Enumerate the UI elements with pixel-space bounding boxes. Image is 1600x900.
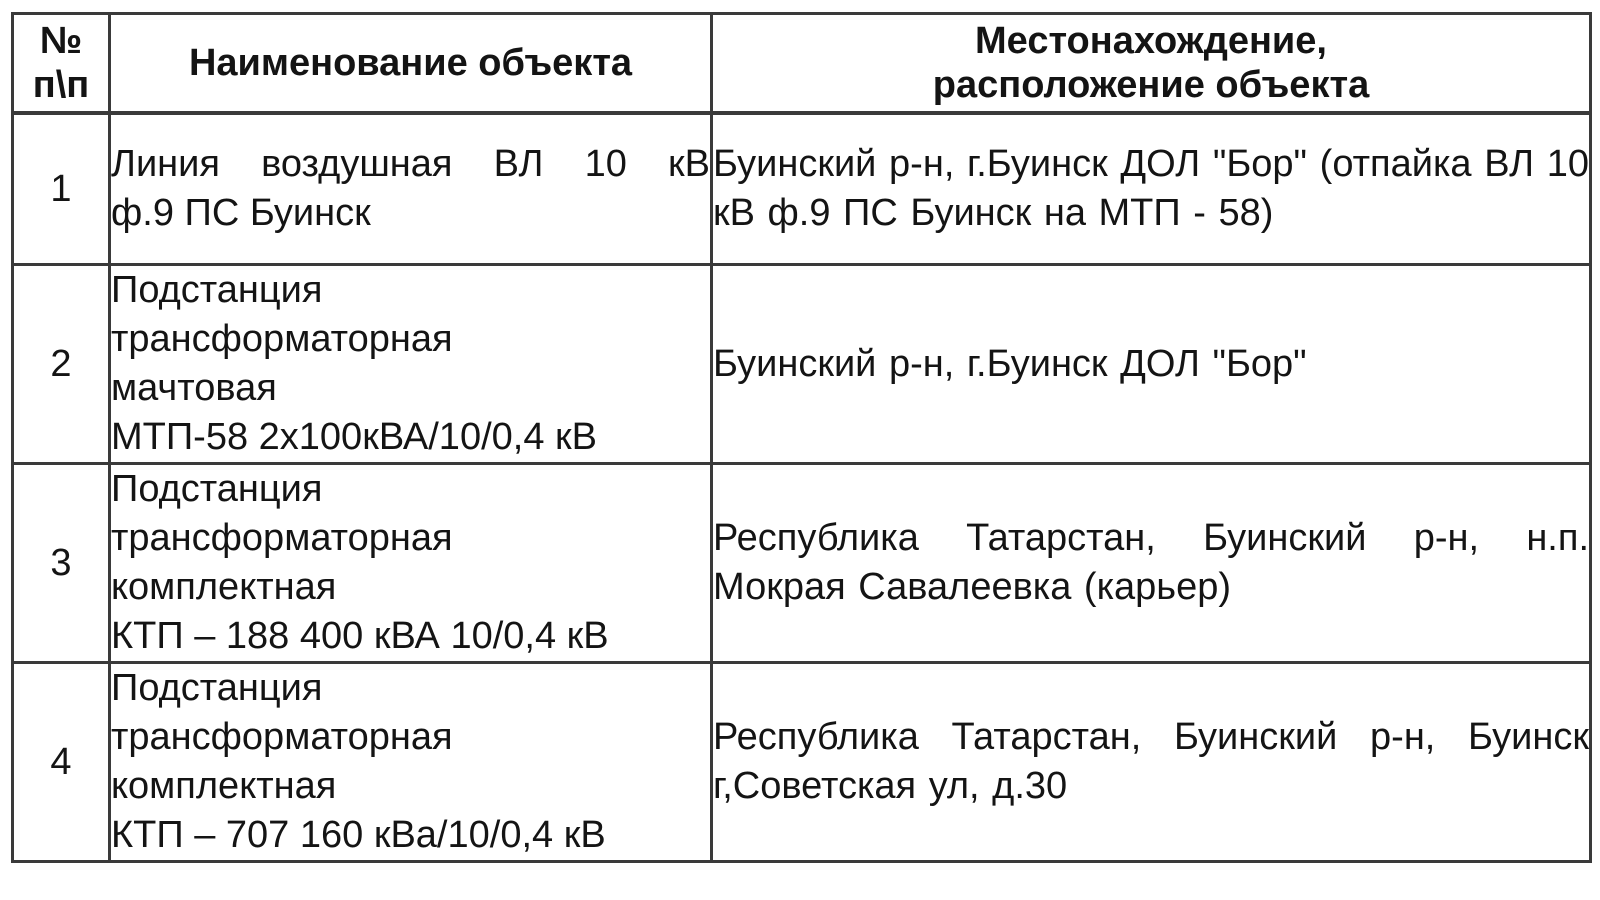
table-header-row — [13, 14, 1591, 114]
objects-table — [11, 12, 1592, 863]
object-name-line: мачтовая — [111, 367, 277, 409]
table-row — [13, 265, 1591, 464]
location-cell: Республика Татарстан, Буинский р-н, Буинск г,Советская ул, д.30 — [712, 663, 1591, 862]
table-row — [13, 464, 1591, 663]
row-number: 1 — [13, 113, 110, 265]
header-object-name-label: Наименование объекта — [188, 42, 633, 84]
object-name-line: КТП – 188 400 кВА 10/0,4 кВ — [111, 615, 609, 657]
object-name-line: Линия воздушная ВЛ 10 кВ — [111, 143, 710, 185]
table-row — [13, 113, 1591, 265]
object-name-cell — [110, 464, 712, 663]
object-name-line: Подстанция — [111, 667, 323, 709]
object-name-cell — [110, 113, 712, 265]
object-name-line: комплектная — [111, 765, 337, 807]
header-number-symbol: № — [39, 20, 83, 62]
header-object-name — [110, 14, 712, 114]
location-cell: Республика Татарстан, Буинский р-н, н.п. Мокрая Савалеевка (карьер) — [712, 464, 1591, 663]
row-number: 4 — [13, 663, 110, 862]
location-cell: Буинский р-н, г.Буинск ДОЛ "Бор" — [712, 265, 1591, 464]
row-number: 3 — [13, 464, 110, 663]
object-name-line: трансформаторная — [111, 517, 453, 559]
header-number-abbrev: п\п — [32, 64, 90, 106]
row-number: 2 — [13, 265, 110, 464]
table-row — [13, 663, 1591, 862]
header-location — [712, 14, 1591, 114]
location-cell: Буинский р-н, г.Буинск ДОЛ "Бор" (отпайка ВЛ 10 кВ ф.9 ПС Буинск на МТП - 58) — [712, 113, 1591, 265]
object-name-cell — [110, 663, 712, 862]
header-number — [13, 14, 110, 114]
object-name-line: комплектная — [111, 566, 337, 608]
object-name-line: МТП-58 2х100кВА/10/0,4 кВ — [111, 416, 597, 458]
object-name-line: ф.9 ПС Буинск — [111, 192, 371, 234]
header-location-line1: Местонахождение, — [975, 20, 1327, 62]
object-name-line: Подстанция — [111, 468, 323, 510]
object-name-line: трансформаторная — [111, 318, 453, 360]
object-name-cell — [110, 265, 712, 464]
object-name-line: Подстанция — [111, 269, 323, 311]
header-location-line2: расположение объекта — [932, 64, 1370, 106]
object-name-line: КТП – 707 160 кВа/10/0,4 кВ — [111, 814, 606, 856]
object-name-line: трансформаторная — [111, 716, 453, 758]
